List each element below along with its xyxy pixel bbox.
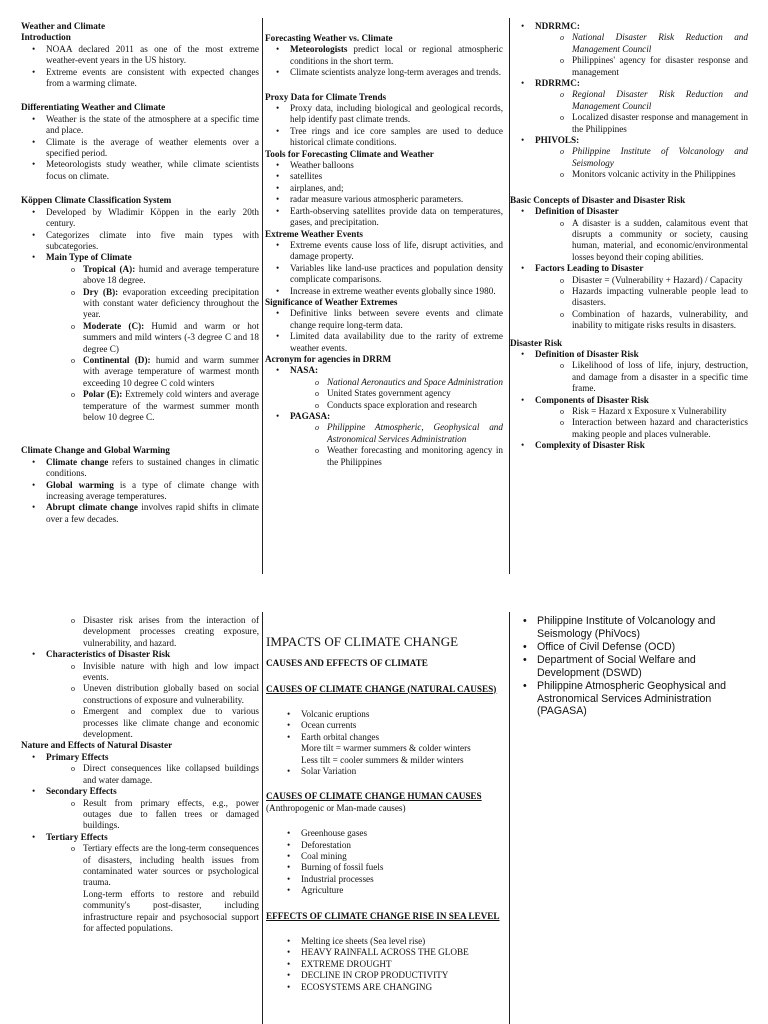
- risk-definition-list: [510, 360, 748, 394]
- list-item: o Philippine Atmospheric, Geophysical and Astronomical Services Administration: [265, 422, 503, 445]
- section-heading: Basic Concepts of Disaster and Disaster Risk: [510, 194, 686, 205]
- column-4: [21, 615, 259, 934]
- column-2: [265, 33, 503, 468]
- list-item: [21, 649, 259, 740]
- subheading: Definition of Disaster: [535, 206, 619, 217]
- term: Tropical (A):: [83, 263, 136, 274]
- term: Meteorologists: [290, 44, 348, 55]
- list-item: [21, 832, 259, 935]
- phivols-list: [510, 146, 748, 180]
- list-item: • Burning of fossil fuels: [266, 862, 506, 873]
- definition: Extremely cold winters and average temperature of the warmest summer month below 10 degree C.: [83, 389, 259, 422]
- list-item: o Risk = Hazard x Exposure x Vulnerability: [510, 406, 748, 417]
- list-item: [21, 389, 259, 423]
- list-item: o Uneven distribution globally based on social constructions of exposure and vulnerability.: [21, 683, 259, 706]
- definition: refers to sustained changes in climatic conditions.: [46, 456, 259, 479]
- list-item: o Result from primary effects, e.g., power outages due to fallen trees or damaged buildings.: [21, 798, 259, 832]
- list-item: • ECOSYSTEMS ARE CHANGING: [266, 982, 506, 993]
- list-item: o National Aeronautics and Space Administration: [265, 377, 503, 388]
- tilt-note: Less tilt = cooler summers & milder winters: [301, 754, 464, 765]
- list-item: • Philippine Institute of Volcanology and Seismology (PhiVocs): [512, 615, 752, 641]
- list-item: [265, 67, 503, 78]
- tilt-note: More tilt = warmer summers & colder winters: [301, 743, 471, 754]
- list-item: • Earth orbital changes: [266, 732, 506, 743]
- column-3: [510, 21, 748, 452]
- intro-list: [21, 44, 259, 90]
- forecast-list: [265, 44, 503, 78]
- list-item: • Weather balloons: [265, 160, 503, 171]
- list-item: [265, 365, 503, 411]
- cc-list: [21, 457, 259, 525]
- list-item: • Limited data availability due to the rarity of extreme weather events.: [265, 331, 503, 354]
- list-item: [21, 287, 259, 321]
- section-heading: Disaster Risk: [510, 337, 563, 348]
- effects-heading: EFFECTS OF CLIMATE CHANGE RISE IN SEA LEVEL: [266, 910, 500, 921]
- list-item: • Coal mining: [266, 851, 506, 862]
- list-item: • Philippine Atmospheric Geophysical and Astronomical Services Administration (PAGASA): [512, 680, 752, 719]
- list-item: o Localized disaster response and management in the Philippines: [510, 112, 748, 135]
- definition: Humid and warm or hot summers and mild winters (-3 degree C and 18 degree C): [83, 320, 259, 354]
- column-divider-top-left: [262, 18, 263, 574]
- list-item: [510, 135, 748, 181]
- list-item: [21, 457, 259, 480]
- list-item: • Climate is the average of weather elements over a specified period.: [21, 137, 259, 160]
- section-heading: Climate Change and Global Warming: [21, 445, 170, 456]
- list-item: • Definitive links between severe events and climate change require long-term data.: [265, 308, 503, 331]
- term: Global warming: [46, 479, 114, 490]
- list-item: o Disaster risk arises from the interaction of development processes creating exposure, vulnerability, and hazard.: [21, 615, 259, 649]
- list-item: [21, 786, 259, 832]
- list-item: o Philippines' agency for disaster response and management: [510, 55, 748, 78]
- characteristics-list: [21, 649, 259, 740]
- disaster-risk-list: [510, 349, 748, 452]
- list-item: • HEAVY RAINFALL ACROSS THE GLOBE: [266, 947, 506, 958]
- significance-list: [265, 308, 503, 354]
- list-item: • Deforestation: [266, 840, 506, 851]
- term: Dry (B):: [83, 286, 119, 297]
- list-item: • Variables like land-use practices and population density complicate comparisons.: [265, 263, 503, 286]
- list-item: o Combination of hazards, vulnerability, and inability to mitigate risks results in disasters.: [510, 309, 748, 332]
- list-item: • satellites: [265, 171, 503, 182]
- list-item: o Tertiary effects are the long-term consequences of disasters, including health issues from contaminated water sources or psychological trauma.: [21, 843, 259, 889]
- term: Abrupt climate change: [46, 502, 138, 513]
- definition: Climate scientists analyze long-term averages and trends.: [290, 67, 501, 78]
- secondary-list: [21, 798, 259, 832]
- effects-list: [21, 752, 259, 935]
- definition: humid and warm summer with average temperature of warmest month exceeding 10 degree C cold winters: [83, 354, 259, 388]
- definition: is a type of climate change with increasing average temperatures.: [46, 479, 259, 502]
- factors-list: [510, 275, 748, 332]
- subheading: Main Type of Climate: [46, 252, 132, 263]
- diff-list: [21, 114, 259, 182]
- list-item: • Department of Social Welfare and Development (DSWD): [512, 654, 752, 680]
- list-item: [21, 321, 259, 355]
- list-item: o Regional Disaster Risk Reduction and Management Council: [510, 89, 748, 112]
- section-heading: Acronym for agencies in DRRM: [265, 353, 392, 364]
- list-item: • Earth-observing satellites provide data on temperatures, gases, and precipitation.: [265, 206, 503, 229]
- list-item: [21, 480, 259, 503]
- tertiary-continuation: Long-term efforts to restore and rebuild community's post-disaster, including infrastructure repair and psychosocial support for affected populations.: [83, 888, 259, 933]
- basic-concepts-list: [510, 206, 748, 331]
- impacts-title: IMPACTS OF CLIMATE CHANGE: [266, 634, 459, 649]
- subheading: Characteristics of Disaster Risk: [46, 649, 171, 660]
- list-item: • airplanes, and;: [265, 183, 503, 194]
- nasa-list: [265, 377, 503, 411]
- list-item: • Developed by Wladimir Köppen in the early 20th century.: [21, 207, 259, 230]
- list-item: • Industrial processes: [266, 874, 506, 885]
- acronym-phivols: PHIVOLS:: [535, 135, 580, 146]
- column-5: [266, 634, 506, 993]
- subheading: Secondary Effects: [46, 786, 117, 797]
- list-item: o National Disaster Risk Reduction and Management Council: [510, 32, 748, 55]
- list-item: • Categorizes climate into five main types with subcategories.: [21, 230, 259, 253]
- human-causes-note: (Anthropogenic or Man-made causes): [266, 802, 406, 813]
- list-item: • Volcanic eruptions: [266, 709, 506, 720]
- section-heading: Differentiating Weather and Climate: [21, 102, 166, 113]
- list-item: [21, 264, 259, 287]
- definition: evaporation exceeding precipitation with constant water deficiency throughout the year.: [83, 286, 259, 320]
- list-item: • Tree rings and ice core samples are used to deduce historical climate conditions.: [265, 126, 503, 149]
- extreme-list: [265, 240, 503, 297]
- risk-origin-list: [21, 615, 259, 649]
- section-heading: Forecasting Weather vs. Climate: [265, 33, 393, 43]
- list-item: [21, 752, 259, 786]
- human-causes-title: CAUSES OF CLIMATE CHANGE HUMAN CAUSES: [266, 791, 482, 802]
- list-item: • Greenhouse gases: [266, 828, 506, 839]
- subheading: Factors Leading to Disaster: [535, 263, 644, 274]
- section-heading: CAUSES AND EFFECTS OF CLIMATE: [266, 658, 428, 669]
- list-item: o Emergent and complex due to various processes like climate change and economic development.: [21, 706, 259, 740]
- list-item: o Interaction between hazard and characteristics making people and places vulnerable.: [510, 417, 748, 440]
- human-causes-list: [266, 828, 506, 896]
- list-item: [265, 44, 503, 67]
- acronym-list: [265, 365, 503, 468]
- acronym-nasa: NASA:: [290, 365, 319, 376]
- term: Moderate (C):: [83, 320, 145, 331]
- list-item: o United States government agency: [265, 388, 503, 399]
- acronym-pagasa: PAGASA:: [290, 411, 331, 421]
- column-6: [512, 615, 752, 718]
- list-item: [510, 349, 748, 395]
- definition: humid and average temperature above 18 degree.: [83, 263, 259, 286]
- acronym-ndrrmc: NDRRMC:: [535, 21, 580, 31]
- list-item: • EXTREME DROUGHT: [266, 959, 506, 970]
- list-item: • NOAA declared 2011 as one of the most extreme weather-event years in the US history.: [21, 44, 259, 67]
- term: Polar (E):: [83, 389, 123, 400]
- term: Continental (D):: [83, 354, 151, 365]
- proxy-list: [265, 103, 503, 149]
- climate-types-list: [21, 264, 259, 424]
- list-item: • Increase in extreme weather events globally since 1980.: [265, 286, 503, 297]
- definition: predict local or regional atmospheric conditions in the short term.: [290, 44, 503, 66]
- list-item: [21, 355, 259, 389]
- list-item: • Solar Variation: [266, 766, 506, 777]
- primary-list: [21, 763, 259, 786]
- rdrrmc-list: [510, 89, 748, 135]
- list-item: • Agriculture: [266, 885, 506, 896]
- list-item: o Invisible nature with high and low impact events.: [21, 661, 259, 684]
- column-divider-bottom-left: [262, 612, 263, 1024]
- list-item: [510, 206, 748, 263]
- list-item: • Extreme events are consistent with expected changes from a warming climate.: [21, 67, 259, 90]
- list-item: [21, 502, 259, 525]
- list-item: • Weather is the state of the atmosphere at a specific time and place.: [21, 114, 259, 137]
- section-heading: Köppen Climate Classification System: [21, 195, 172, 206]
- list-item: o Likelihood of loss of life, injury, destruction, and damage from a disaster in a specific time frame.: [510, 360, 748, 394]
- list-item: [510, 395, 748, 441]
- list-item: o A disaster is a sudden, calamitous event that disrupts a community or society, causing human, material, and economic/environmental losses beyond their coping abilities.: [510, 218, 748, 264]
- list-item: o Conducts space exploration and research: [265, 400, 503, 411]
- column-divider-bottom-right: [509, 612, 510, 1024]
- section-heading: Nature and Effects of Natural Disaster: [21, 740, 173, 751]
- list-item: [510, 440, 748, 451]
- page-title: Weather and Climate: [21, 21, 106, 31]
- definition: involves rapid shifts in climate over a few decades.: [46, 502, 259, 524]
- list-item: • Office of Civil Defense (OCD): [512, 641, 752, 654]
- natural-causes-list: [266, 709, 506, 743]
- ndrrmc-list: [510, 32, 748, 78]
- list-item: o Hazards impacting vulnerable people lead to disasters.: [510, 286, 748, 309]
- components-list: [510, 406, 748, 440]
- list-item: • Melting ice sheets (Sea level rise): [266, 936, 506, 947]
- list-item: o Monitors volcanic activity in the Philippines: [510, 169, 748, 180]
- tertiary-list: [21, 843, 259, 889]
- acronym-rdrrmc: RDRRMC:: [535, 78, 580, 89]
- solar-list: [266, 766, 506, 777]
- list-item: o Philippine Institute of Volcanology and Seismology: [510, 146, 748, 169]
- subheading: Definition of Disaster Risk: [535, 348, 639, 359]
- subheading: Components of Disaster Risk: [535, 394, 649, 405]
- characteristics-sublist: [21, 661, 259, 741]
- intro-heading: Introduction: [21, 32, 71, 43]
- pagasa-list: [265, 422, 503, 468]
- human-causes-heading: [266, 791, 506, 814]
- list-item: [510, 21, 748, 78]
- term: Climate change: [46, 456, 109, 467]
- list-item: • Ocean currents: [266, 720, 506, 731]
- list-item: o Direct consequences like collapsed buildings and water damage.: [21, 763, 259, 786]
- natural-causes-heading: CAUSES OF CLIMATE CHANGE (NATURAL CAUSES): [266, 683, 497, 694]
- agency-list: [510, 21, 748, 181]
- section-heading: Significance of Weather Extremes: [265, 296, 398, 307]
- koppen-list: [21, 207, 259, 424]
- list-item: [265, 411, 503, 468]
- list-item: o Disaster = (Vulnerability + Hazard) / Capacity: [510, 275, 748, 286]
- tools-list: [265, 160, 503, 228]
- section-heading: Proxy Data for Climate Trends: [265, 91, 387, 102]
- list-item: • Proxy data, including biological and geological records, help identify past climate trends.: [265, 103, 503, 126]
- list-item: • Extreme events cause loss of life, disrupt activities, and damage property.: [265, 240, 503, 263]
- list-item: • Meteorologists study weather, while climate scientists focus on climate.: [21, 159, 259, 182]
- definition-list: [510, 218, 748, 264]
- subheading: Complexity of Disaster Risk: [535, 440, 645, 451]
- agencies-list: [512, 615, 752, 718]
- list-item: [21, 252, 259, 423]
- list-item: • DECLINE IN CROP PRODUCTIVITY: [266, 970, 506, 981]
- list-item: • radar measure various atmospheric parameters.: [265, 194, 503, 205]
- subheading: Primary Effects: [46, 751, 109, 762]
- list-item: [510, 263, 748, 331]
- subheading: Tertiary Effects: [46, 831, 108, 842]
- list-item: o Weather forecasting and monitoring agency in the Philippines: [265, 445, 503, 468]
- effects-list: [266, 936, 506, 993]
- section-heading: Extreme Weather Events: [265, 228, 363, 239]
- section-heading: Tools for Forecasting Climate and Weather: [265, 148, 434, 159]
- list-item: [510, 78, 748, 135]
- column-1: [21, 21, 259, 525]
